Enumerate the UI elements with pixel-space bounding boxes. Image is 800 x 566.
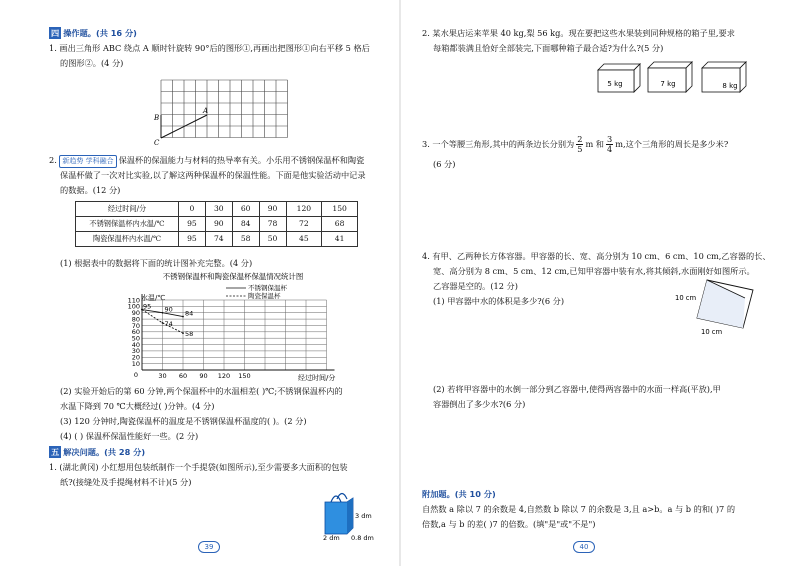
container-side-dim: 10 cm (675, 294, 697, 302)
table-cell: 45 (286, 232, 322, 247)
q3-text-line1: 1. (湖北黄冈) 小红想用包装纸制作一个手提袋(如图所示),至少需要多大面积的包装 (49, 462, 348, 472)
bonus-line1: 自然数 a 除以 7 的余数是 4,自然数 b 除以 7 的余数是 3,且 a>b。a 与 b 的和( )7 的 (422, 504, 736, 514)
q2-text-line2: 保温杯做了一次对比实验,以了解这两种保温杯的保温性能。下面是他实验活动中记录 (60, 170, 366, 180)
y-tick-label: 10 (131, 359, 140, 368)
q6-sub2-line1: (2) 若将甲容器中的水倒一部分到乙容器中,使得两容器中的水面一样高(平放),甲 (433, 384, 721, 394)
shopping-bag-figure (315, 490, 377, 540)
y-tick-label: 80 (131, 315, 140, 324)
rotation-grid[interactable] (152, 76, 298, 150)
data-label: 90 (164, 305, 173, 314)
q6-text-line3: 乙容器是空的。(12 分) (433, 281, 518, 291)
page-number-left: 39 (198, 541, 220, 553)
box-8kg-label: 8 kg (722, 82, 738, 90)
table-cell: 120 (286, 202, 322, 217)
table-cell: 68 (322, 217, 358, 232)
y-tick-label: 90 (131, 309, 140, 318)
box-7kg (648, 62, 692, 92)
point-b-label: B (154, 114, 160, 122)
table-row (76, 217, 358, 232)
data-point (182, 316, 184, 318)
data-point (182, 332, 184, 334)
data-label: 58 (185, 330, 194, 339)
q6-text-line1: 4. 有甲、乙两种长方体容器。甲容器的长、宽、高分别为 10 cm、6 cm、10 cm,乙容器的长、 (422, 251, 771, 261)
table-row (76, 202, 358, 217)
x-tick-label: 30 (158, 372, 167, 380)
table-cell: 95 (179, 217, 206, 232)
table-row (76, 232, 358, 247)
q3-text-line2: 纸?(接缝处及手提绳材料不计)(5 分) (60, 477, 192, 487)
y-tick-label: 20 (131, 353, 140, 362)
section-4-heading (49, 27, 137, 39)
q2-sub2-line2: 水温下降到 70 ℃大概经过( )分钟。(4 分) (60, 401, 215, 411)
data-label: 95 (143, 302, 152, 311)
container-bottom-dim: 10 cm (701, 328, 723, 336)
temperature-table (75, 201, 358, 247)
q5-text: 3. 一个等腰三角形,其中的两条边长分别为 2 5 m 和 3 4 m,这个三角形的周长是多少米? (422, 134, 729, 154)
table-row-header: 经过时间/分 (76, 202, 179, 217)
legend-ceramic-label: 陶瓷保温杯 (248, 292, 281, 300)
table-cell: 50 (259, 232, 286, 247)
y-tick-label: 100 (127, 302, 140, 311)
section-5-title: 解决问题。(共 28 分) (63, 447, 146, 457)
table-cell: 60 (232, 202, 259, 217)
q6-sub2-line2: 容器倒出了多少水?(6 分) (433, 399, 526, 409)
table-cell: 84 (232, 217, 259, 232)
section-4-badge: 四 (51, 28, 60, 38)
box-5kg (598, 64, 640, 92)
data-point (162, 322, 164, 324)
point-c-label: C (154, 139, 160, 147)
section-5-heading (49, 446, 145, 458)
q2-sub3: (3) 120 分钟时,陶瓷保温杯的温度是不锈钢保温杯温度的( )。(2 分) (60, 416, 307, 426)
table-cell: 74 (205, 232, 232, 247)
legend-steel-label: 不锈钢保温杯 (248, 284, 287, 292)
table-cell: 30 (205, 202, 232, 217)
bag-depth: 0.8 dm (351, 534, 374, 540)
y-tick-label: 30 (131, 347, 140, 356)
fraction-2-5: 2 5 (577, 134, 583, 154)
bag-height: 3 dm (355, 512, 372, 520)
data-point (141, 309, 143, 311)
q6-text-line2: 宽、高分别为 8 cm、5 cm、12 cm,已知甲容器中装有水,将其倾斜,水面刚好如图所示。 (433, 266, 755, 276)
q4-text-line2: 每箱都装满且恰好全部装完,下面哪种箱子最合适?为什么?(5 分) (433, 43, 664, 53)
q2-sub1: (1) 根据表中的数据将下面的统计图补充完整。(4 分) (60, 258, 253, 268)
table-cell: 95 (179, 232, 206, 247)
data-point (162, 312, 164, 314)
table-cell: 90 (259, 202, 286, 217)
section-4-title: 操作题。(共 16 分) (63, 28, 137, 38)
q4-text-line1: 2. 某水果店运来苹果 40 kg,梨 56 kg。现在要把这些水果装到同种规格的箱子里,要求 (422, 28, 735, 38)
table-cell: 0 (179, 202, 206, 217)
x-axis-label: 经过时间/分 (298, 374, 336, 382)
y-tick-label: 70 (131, 321, 140, 330)
q1-text-line2: 的图形②。(4 分) (60, 58, 124, 68)
right-page (400, 0, 800, 566)
table-cell: 72 (286, 217, 322, 232)
chart-title: 不锈钢保温杯和陶瓷保温杯保温情况统计图 (162, 272, 304, 281)
y-axis-label: 水温/℃ (141, 294, 166, 302)
trend-tag: 新趋势 学科融合 (59, 155, 116, 168)
x-tick-label: 90 (199, 372, 208, 380)
table-cell: 58 (232, 232, 259, 247)
table-cell: 78 (259, 217, 286, 232)
fraction-3-4: 3 4 (607, 134, 613, 154)
bag-width: 2 dm (323, 534, 340, 540)
origin-label: 0 (133, 371, 138, 379)
table-cell: 90 (205, 217, 232, 232)
point-a-label: A (203, 107, 209, 115)
box-7kg-label: 7 kg (660, 80, 676, 88)
y-tick-label: 110 (127, 296, 140, 305)
data-label: 74 (164, 319, 173, 328)
q2-text-line3: 的数据。(12 分) (60, 185, 121, 195)
box-5kg-label: 5 kg (607, 80, 623, 88)
table-cell: 41 (322, 232, 358, 247)
line-chart (108, 270, 348, 385)
table-row-header: 陶瓷保温杯内水温/℃ (76, 232, 179, 247)
tilted-container-figure (675, 268, 775, 338)
section-5-badge: 五 (51, 447, 60, 457)
q2-sub4: (4) ( ) 保温杯保温性能好一些。(2 分) (60, 431, 199, 441)
y-tick-label: 50 (131, 334, 140, 343)
page-number-right: 40 (573, 541, 595, 553)
y-tick-label: 40 (131, 340, 140, 349)
y-tick-label: 60 (131, 328, 140, 337)
q5-points: (6 分) (433, 159, 456, 169)
bonus-heading: 附加题。(共 10 分) (422, 489, 496, 499)
x-tick-label: 120 (217, 372, 231, 380)
q1-text-line1: 1. 画出三角形 ABC 绕点 A 顺时针旋转 90°后的图形①,再画出把图形①向右平移 5 格后 (49, 43, 370, 53)
x-tick-label: 150 (238, 372, 251, 380)
boxes-figure (596, 60, 786, 96)
q2-text-line1: 2. 新趋势 学科融合 保温杯的保温能力与材料的热导率有关。小乐用不锈钢保温杯和陶瓷 (49, 154, 364, 168)
data-label: 84 (185, 309, 194, 318)
q2-sub2-line1: (2) 实验开始后的第 60 分钟,两个保温杯中的水温相差( )℃;不锈钢保温杯内的 (60, 386, 343, 396)
table-row-header: 不锈钢保温杯内水温/℃ (76, 217, 179, 232)
q6-sub1: (1) 甲容器中水的体积是多少?(6 分) (433, 296, 565, 306)
bonus-line2: 倍数,a 与 b 的差( )7 的倍数。(填"是"或"不是") (422, 519, 596, 529)
x-tick-label: 60 (178, 372, 188, 380)
q2-line1-text: 保温杯的保温能力与材料的热导率有关。小乐用不锈钢保温杯和陶瓷 (118, 155, 365, 165)
table-cell: 150 (322, 202, 358, 217)
box-8kg (702, 62, 746, 92)
